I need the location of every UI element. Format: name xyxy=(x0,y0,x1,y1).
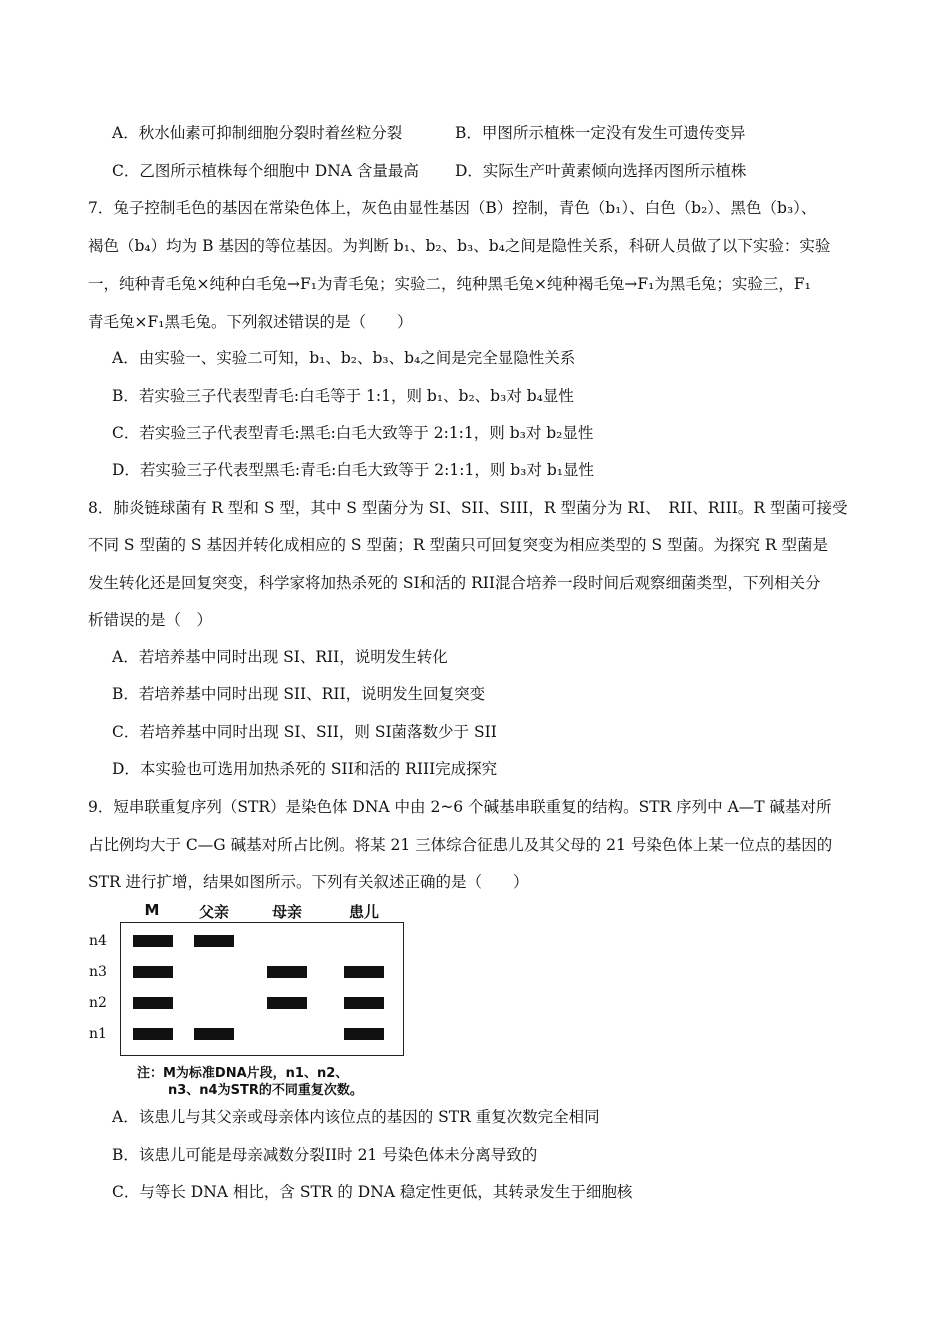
q8-option-c: C．若培养基中同时出现 SI、SII，则 SI菌落数少于 SII xyxy=(112,723,497,741)
gel-row-label-n4: n4 xyxy=(89,933,107,949)
gel-column-label-m: M xyxy=(144,901,160,919)
gel-row-label-n3: n3 xyxy=(89,964,107,980)
q6-option-a: A．秋水仙素可抑制细胞分裂时着丝粒分裂 xyxy=(112,124,403,142)
gel-band-m-n1 xyxy=(133,1028,173,1040)
q6-option-c: C．乙图所示植株每个细胞中 DNA 含量最高 xyxy=(112,162,419,180)
q8-option-a: A．若培养基中同时出现 SI、RII，说明发生转化 xyxy=(112,648,448,666)
q7-stem-line-1: 7．兔子控制毛色的基因在常染色体上，灰色由显性基因（B）控制，青色（b₁）、白色（b₂）、黑色（b₃）、 xyxy=(88,199,817,217)
gel-band-m-n4 xyxy=(133,935,173,947)
q8-option-b: B．若培养基中同时出现 SII、RII，说明发生回复突变 xyxy=(112,685,486,703)
q7-option-a: A．由实验一、实验二可知，b₁、b₂、b₃、b₄之间是完全显隐性关系 xyxy=(112,349,576,367)
q8-option-d: D．本实验也可选用加热杀死的 SII和活的 RIII完成探究 xyxy=(112,760,498,778)
gel-column-label-child: 患儿 xyxy=(348,903,379,921)
q9-option-a: A．该患儿与其父亲或母亲体内该位点的基因的 STR 重复次数完全相同 xyxy=(112,1108,600,1126)
q7-stem-line-2: 褐色（b₄）均为 B 基因的等位基因。为判断 b₁、b₂、b₃、b₄之间是隐性关系，科研人员做了以下实验：实验 xyxy=(88,237,831,255)
q6-option-d: D．实际生产叶黄素倾向选择丙图所示植株 xyxy=(455,162,747,180)
gel-row-label-n1: n1 xyxy=(89,1026,107,1042)
gel-band-father-n4 xyxy=(194,935,234,947)
q9-stem-line-3: STR 进行扩增，结果如图所示。下列有关叙述正确的是（ ） xyxy=(88,873,529,891)
gel-band-m-n3 xyxy=(133,966,173,978)
gel-column-label-father: 父亲 xyxy=(198,903,229,921)
gel-band-mother-n2 xyxy=(267,997,307,1009)
q6-option-b: B．甲图所示植株一定没有发生可遗传变异 xyxy=(455,124,746,142)
gel-band-father-n1 xyxy=(194,1028,234,1040)
q7-stem-line-3: 一，纯种青毛兔×纯种白毛兔→F₁为青毛兔；实验二，纯种黑毛兔×纯种褐毛兔→F₁为黑毛兔；实验三，F₁ xyxy=(88,275,811,293)
gel-row-label-n2: n2 xyxy=(89,995,107,1011)
gel-column-label-mother: 母亲 xyxy=(271,903,302,921)
q8-stem-line-2: 不同 S 型菌的 S 基因并转化成相应的 S 型菌；R 型菌只可回复突变为相应类型的 S 型菌。为探究 R 型菌是 xyxy=(88,536,829,554)
gel-band-child-n3 xyxy=(344,966,384,978)
q7-stem-line-4: 青毛兔×F₁黑毛兔。下列叙述错误的是（ ） xyxy=(88,313,413,331)
gel-band-m-n2 xyxy=(133,997,173,1009)
gel-band-mother-n3 xyxy=(267,966,307,978)
q9-option-b: B．该患儿可能是母亲减数分裂II时 21 号染色体未分离导致的 xyxy=(112,1146,538,1164)
gel-band-child-n1 xyxy=(344,1028,384,1040)
q7-option-c: C．若实验三子代表型青毛:黑毛:白毛大致等于 2:1:1，则 b₃对 b₂显性 xyxy=(112,424,594,442)
q8-stem-line-4: 析错误的是（ ） xyxy=(88,611,213,629)
gel-note-line-2: n3、n4为STR的不同重复次数。 xyxy=(168,1083,363,1098)
q9-stem-line-1: 9．短串联重复序列（STR）是染色体 DNA 中由 2~6 个碱基串联重复的结构。STR 序列中 A—T 碱基对所 xyxy=(88,798,832,816)
gel-note-line-1: 注：M为标准DNA片段，n1、n2、 xyxy=(137,1066,349,1081)
gel-band-child-n2 xyxy=(344,997,384,1009)
q9-stem-line-2: 占比例均大于 C—G 碱基对所占比例。将某 21 三体综合征患儿及其父母的 21 号染色体上某一位点的基因的 xyxy=(88,836,833,854)
q8-stem-line-3: 发生转化还是回复突变，科学家将加热杀死的 SI和活的 RII混合培养一段时间后观察细菌类型，下列相关分 xyxy=(88,574,821,592)
q9-option-c: C．与等长 DNA 相比，含 STR 的 DNA 稳定性更低，其转录发生于细胞核 xyxy=(112,1183,633,1201)
q7-option-b: B．若实验三子代表型青毛:白毛等于 1:1，则 b₁、b₂、b₃对 b₄显性 xyxy=(112,387,574,405)
q7-option-d: D．若实验三子代表型黑毛:青毛:白毛大致等于 2:1:1，则 b₃对 b₁显性 xyxy=(112,461,594,479)
q8-stem-line-1: 8．肺炎链球菌有 R 型和 S 型，其中 S 型菌分为 SI、SII、SIII，R 型菌分为 RI、 RII、RIII。R 型菌可接受 xyxy=(88,499,848,517)
